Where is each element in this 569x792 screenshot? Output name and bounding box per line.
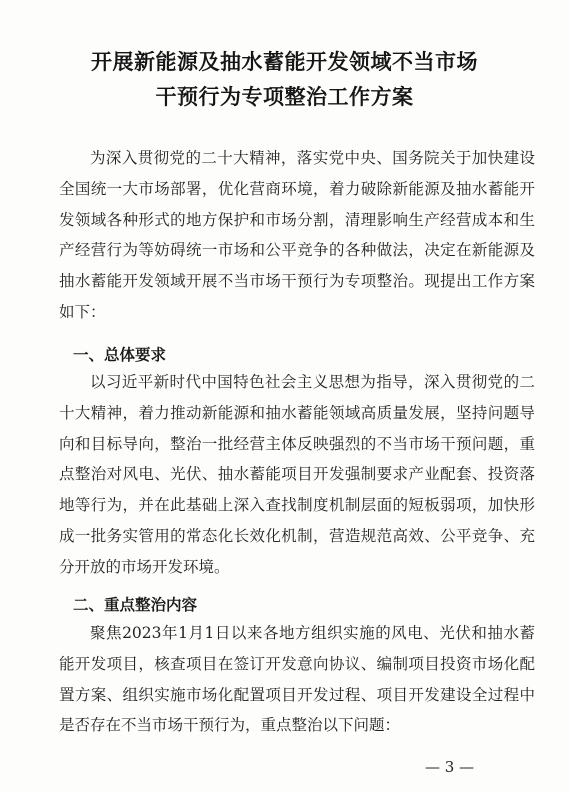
general-requirements-paragraph: 以习近平新时代中国特色社会主义思想为指导，深入贯彻党的二十大精神，着力推动新能源和抽水蓄能领域高质量发展，坚持问题导向和目标导向，整治一批经营主体反映强烈的不当市场干预问题，重点整治对风电、光伏、抽水蓄能项目开发强制要求产业配套、投资落地等行为，并在此基础上深入查找制度机制层面的短板弱项，加快形成一批务实管用的常态化长效化机制，营造规范高效、公平竞争、充分开放的市场开发环境。 xyxy=(59,373,535,576)
document-title-line-1: 开展新能源及抽水蓄能开发领域不当市场 xyxy=(91,49,478,74)
key-rectification-paragraph: 聚焦2023年1月1日以来各地方组织实施的风电、光伏和抽水蓄能开发项目，核查项目在签订开发意向协议、编制项目投资市场化配置方案、组织实施市场化配置项目开发过程、项目开发建设全过程中是否存在不当市场干预行为，重点整治以下问题： xyxy=(59,624,535,735)
intro-paragraph: 为深入贯彻党的二十大精神，落实党中央、国务院关于加快建设全国统一大市场部署，优化营商环境，着力破除新能源及抽水蓄能开发领域各种形式的地方保护和市场分割，清理影响生产经营成本和生产经营行为等妨碍统一市场和公平竞争的各种做法，决定在新能源及抽水蓄能开发领域开展不当市场干预行为专项整治。现提出工作方案如下： xyxy=(59,149,535,321)
section-heading-general-requirements: 一、总体要求 xyxy=(73,346,167,364)
page-number: — 3 — xyxy=(425,758,475,776)
document-title-line-2: 干预行为专项整治工作方案 xyxy=(155,84,414,109)
section-heading-key-rectification: 二、重点整治内容 xyxy=(73,596,198,614)
